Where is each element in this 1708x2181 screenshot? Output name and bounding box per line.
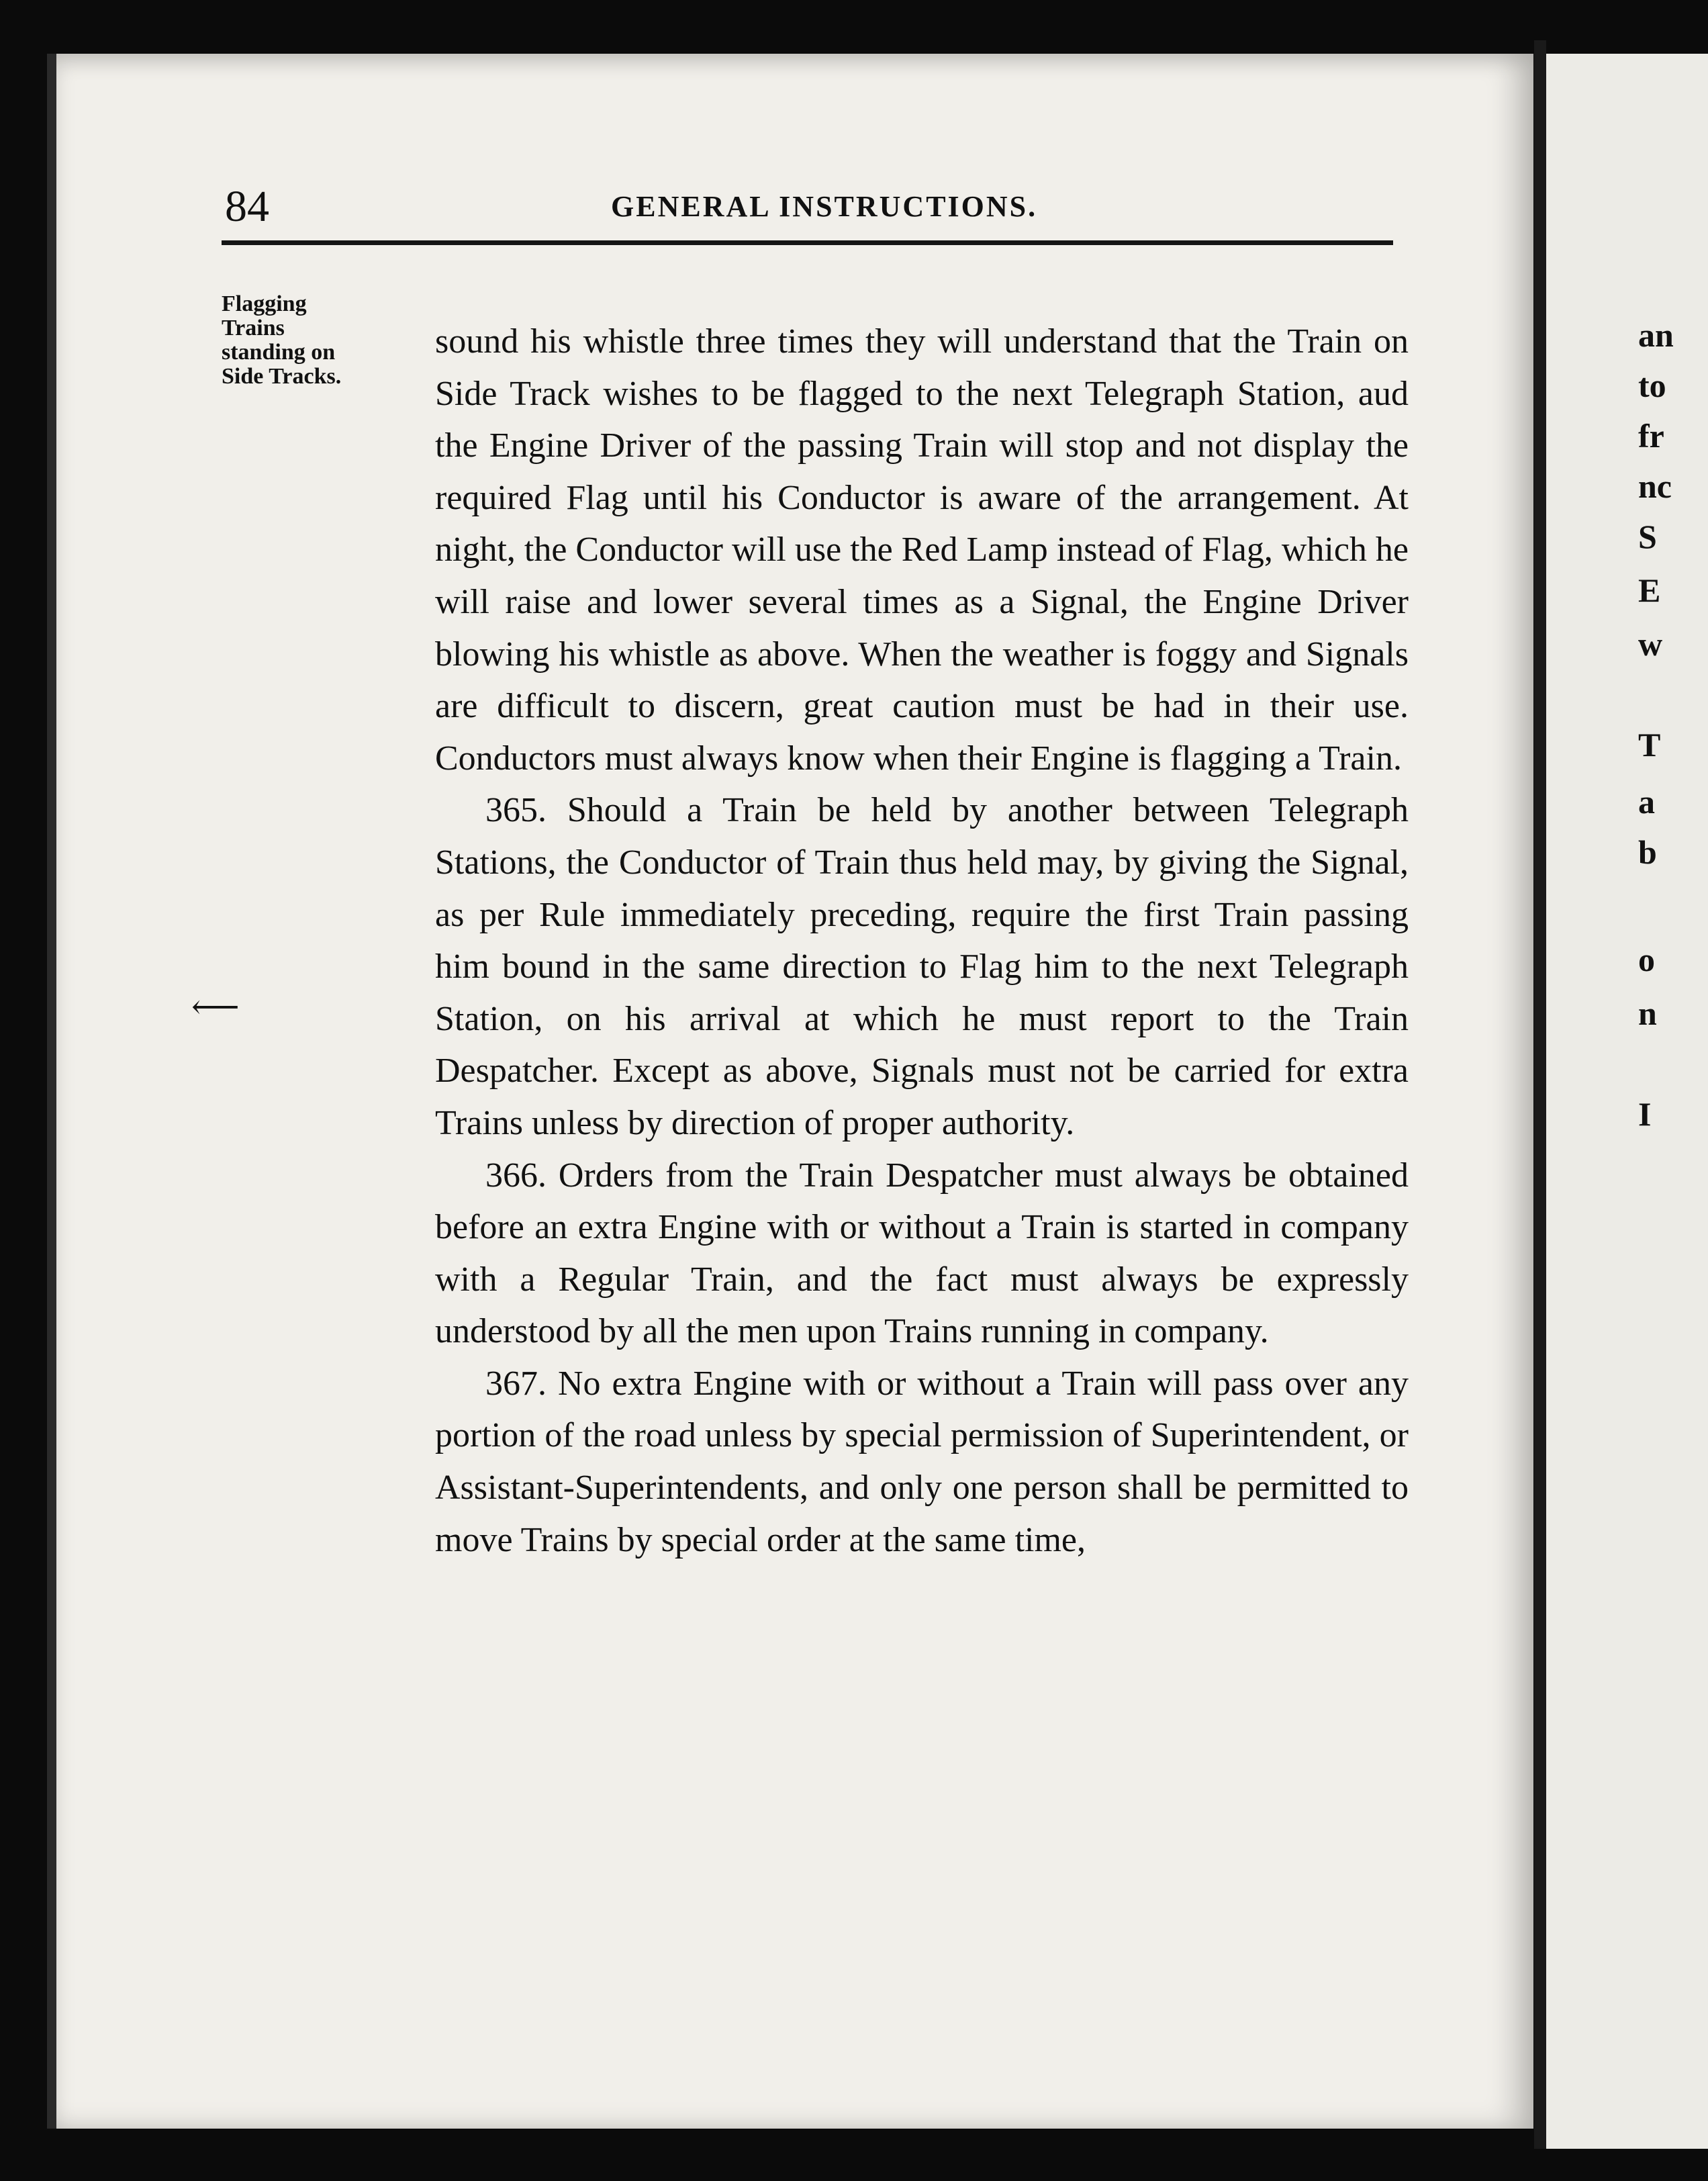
paragraph-rule-366: 366. Orders from the Train Despatcher must always be obtained before an extra Engine with or without a Train is started in company with a Regular Train, and the fact must always be expressly understood by all the men upon Trains running in company. — [435, 1156, 1409, 1351]
adjacent-page — [1544, 54, 1708, 2149]
margin-note-line: Flagging — [222, 291, 307, 316]
adjacent-fragment: to — [1638, 367, 1666, 404]
adjacent-fragment: I — [1638, 1095, 1652, 1133]
adjacent-fragment: n — [1638, 994, 1657, 1032]
margin-note — [222, 292, 426, 389]
margin-arrow-mark: ⟵ — [191, 988, 240, 1025]
paragraph-rule-367: 367. No extra Engine with or without a Train will pass over any portion of the road unless by special permission of Superintendent, or Assistant-Superintendents, and only one person shall be permitted to move Trains by special order at the same time, — [435, 1364, 1409, 1559]
page-number: 84 — [225, 182, 269, 231]
margin-note-line: Side Tracks. — [222, 364, 342, 389]
adjacent-fragment: w — [1638, 625, 1663, 663]
adjacent-fragment: E — [1638, 571, 1661, 609]
page-gutter-edge — [1534, 40, 1546, 2149]
adjacent-fragment: fr — [1638, 417, 1664, 455]
adjacent-fragment: an — [1638, 316, 1674, 354]
margin-note-line: standing on — [222, 340, 336, 365]
adjacent-fragment: a — [1638, 783, 1655, 821]
header-rule — [222, 240, 1393, 245]
body-text — [435, 316, 1409, 1566]
adjacent-fragment: b — [1638, 833, 1657, 871]
adjacent-fragment: nc — [1638, 467, 1672, 505]
paragraph-continued: sound his whistle three times they will understand that the Train on Side Track wishes to be flagged to the next Telegraph Station, aud the Engine Driver of the passing Train will stop and not display the required Flag until his Conductor is aware of the arrangement. At night, the Conductor will use the Red Lamp instead of Flag, which he will raise and lower several times as a Signal, the Engine Driver blowing his whistle as above. When the weather is foggy and Signals are difficult to discern, great caution must be had in their use. Conductors must always know when their Engine is flagging a Train. — [435, 322, 1409, 778]
running-title: GENERAL INSTRUCTIONS. — [611, 190, 1038, 223]
adjacent-fragment: o — [1638, 941, 1655, 978]
margin-note-line: Trains — [222, 316, 285, 340]
paragraph-rule-365: 365. Should a Train be held by another between Telegraph Stations, the Conductor of Train thus held may, by giving the Signal, as per Rule immediately preceding, require the first Train passing him bound in the same direction to Flag him to the next Telegraph Station, on his arrival at which he must report to the Train Despatcher. Except as above, Signals must not be carried for extra Trains unless by direction of proper authority. — [435, 791, 1409, 1142]
adjacent-fragment: S — [1638, 518, 1657, 555]
adjacent-fragment: T — [1638, 726, 1661, 763]
